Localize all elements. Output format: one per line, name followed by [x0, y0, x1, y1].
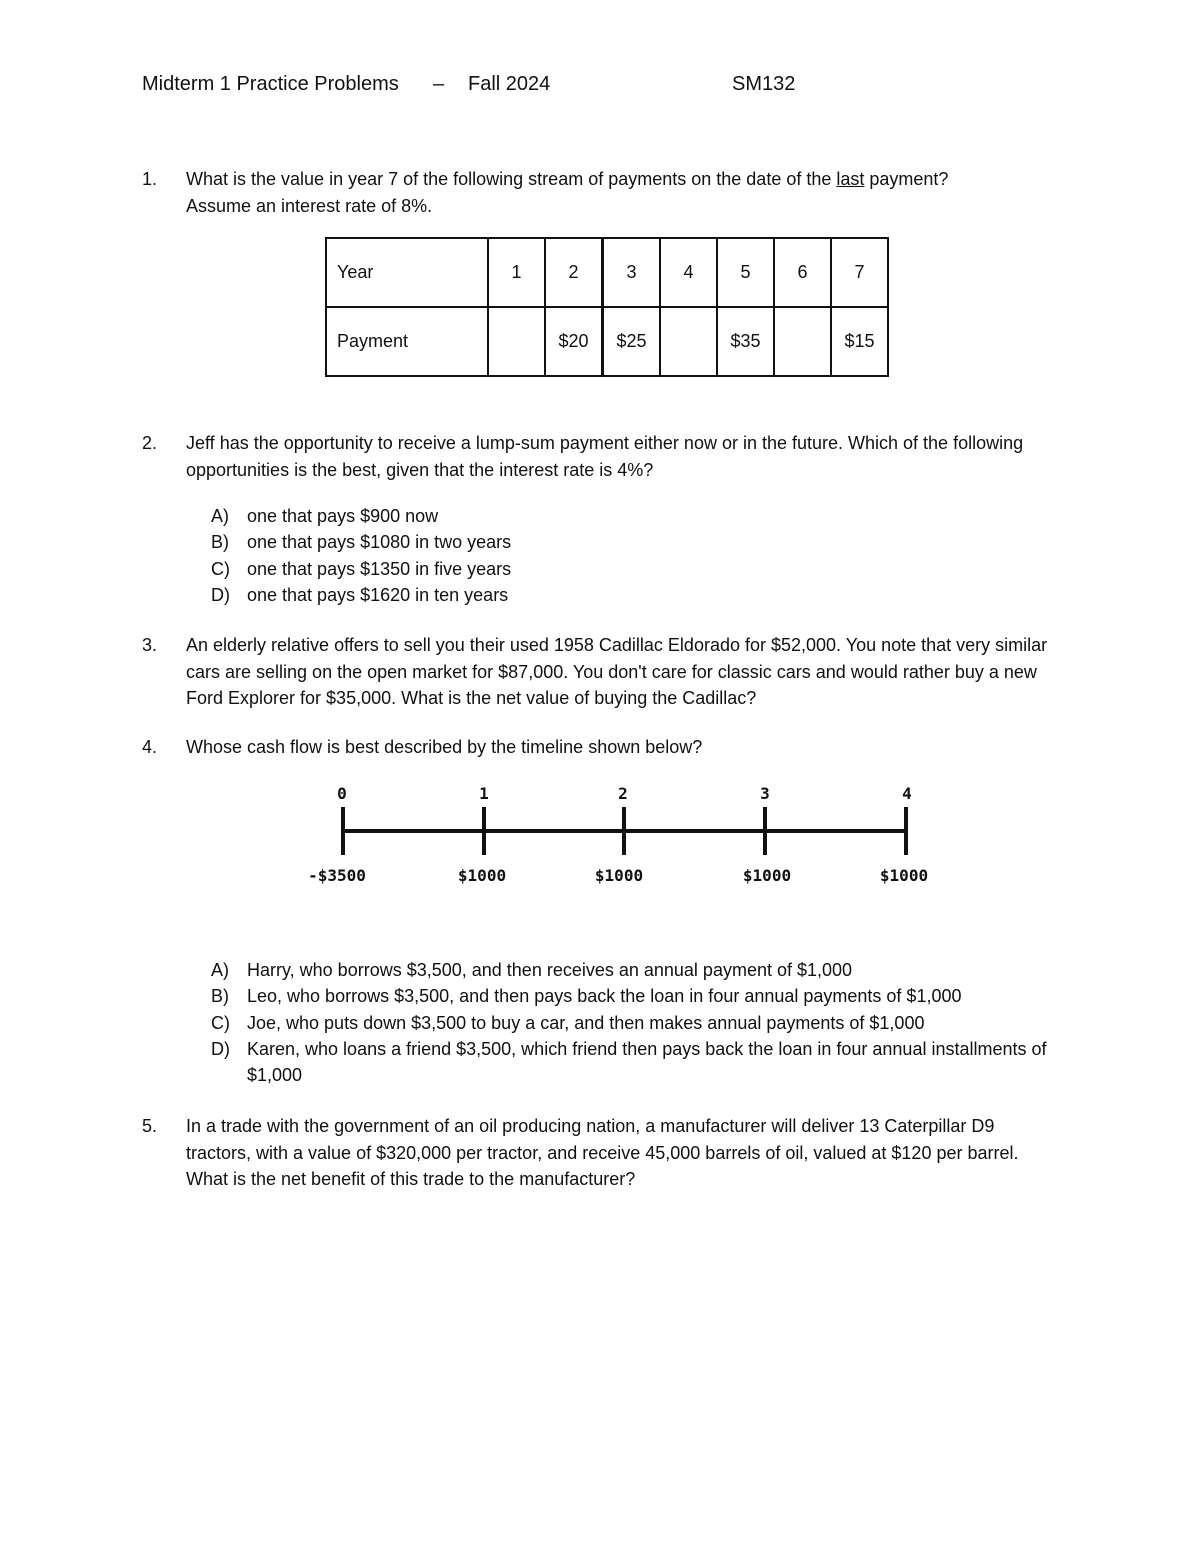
- option-text: Joe, who puts down $3,500 to buy a car, and then makes annual payments of $1,000: [247, 1012, 925, 1033]
- question-1: [142, 166, 1062, 219]
- option-b: [211, 529, 1071, 555]
- payment-cell: $20: [545, 307, 603, 376]
- question-number: 3.: [142, 635, 158, 655]
- year-cell: 7: [831, 238, 888, 307]
- question-3: [142, 632, 1062, 712]
- option-letter: A): [211, 960, 229, 980]
- payment-cell: [488, 307, 545, 376]
- page-header: [142, 73, 1042, 103]
- period-label: 0: [337, 784, 347, 803]
- header-title: Midterm 1 Practice Problems: [142, 73, 399, 95]
- header-dash: –: [433, 73, 445, 95]
- flow-label: $1000: [879, 866, 929, 885]
- payment-table: [325, 237, 889, 377]
- option-text: Leo, who borrows $3,500, and then pays back the loan in four annual payments of $1,000: [247, 986, 962, 1007]
- period-label: 1: [479, 784, 489, 803]
- payment-cell: $25: [603, 307, 661, 376]
- question-text: In a trade with the government of an oil producing nation, a manufacturer will deliver 13 Caterpillar D9 tractors, with a value of $320,000 per tractor, and receive 45,000 barrels of oil, valued at $120 per barrel. What is the net benefit of this trade to the manufacturer?: [186, 1116, 1019, 1189]
- question-4: [142, 734, 1062, 761]
- option-letter: C): [211, 558, 230, 579]
- question-2: [142, 430, 1062, 483]
- year-cell: 3: [603, 238, 661, 307]
- option-letter: B): [211, 986, 229, 1007]
- year-cell: 6: [774, 238, 831, 307]
- text-segment: What is the value in year 7 of the following stream of payments on the date of the: [186, 169, 837, 189]
- option-b: [211, 983, 1071, 1009]
- option-a: [211, 957, 1071, 983]
- period-label: 3: [760, 784, 770, 803]
- question-2-options: [211, 503, 1071, 608]
- option-text: Karen, who loans a friend $3,500, which friend then pays back the loan in four annual installments of $1,000: [247, 1038, 1047, 1086]
- emphasis-last: last: [836, 169, 865, 189]
- header-course: SM132: [732, 73, 796, 95]
- question-number: 4.: [142, 737, 158, 757]
- option-text: Harry, who borrows $3,500, and then receives an annual payment of $1,000: [247, 960, 853, 980]
- year-label: Year: [326, 238, 488, 307]
- option-letter: D): [211, 1038, 230, 1059]
- question-text: Whose cash flow is best described by the timeline shown below?: [186, 737, 703, 757]
- option-d: [211, 1036, 1071, 1089]
- option-c: [211, 1010, 1071, 1036]
- option-letter: D): [211, 584, 230, 605]
- payment-cell: [774, 307, 831, 376]
- option-letter: B): [211, 532, 229, 553]
- year-cell: 1: [488, 238, 545, 307]
- option-c: [211, 556, 1071, 582]
- text-segment: payment?: [864, 169, 949, 189]
- payment-row: [326, 307, 888, 376]
- flow-label: $1000: [742, 866, 792, 885]
- flow-label: $1000: [457, 866, 507, 885]
- option-text: one that pays $1620 in ten years: [247, 584, 509, 605]
- question-number: 5.: [142, 1116, 158, 1136]
- year-cell: 2: [545, 238, 603, 307]
- option-text: one that pays $1080 in two years: [247, 532, 512, 553]
- option-letter: C): [211, 1012, 230, 1033]
- header-term: Fall 2024: [468, 73, 551, 95]
- option-d: [211, 582, 1071, 608]
- option-letter: A): [211, 506, 229, 526]
- flow-label: -$3500: [308, 866, 366, 885]
- year-cell: 5: [717, 238, 774, 307]
- option-a: [211, 503, 1071, 529]
- period-label: 2: [618, 784, 628, 803]
- question-text: An elderly relative offers to sell you their used 1958 Cadillac Eldorado for $52,000. You note that very similar cars are selling on the open market for $87,000. You don't care for classic cars and would rather buy a new Ford Explorer for $35,000. What is the net value of buying the Cadillac?: [186, 635, 1048, 708]
- question-5: [142, 1113, 1062, 1193]
- payment-cell: [660, 307, 717, 376]
- period-label: 4: [902, 784, 912, 803]
- question-text: Jeff has the opportunity to receive a lump-sum payment either now or in the future. Which of the following opportunities is the best, given that the interest rate is 4%?: [186, 433, 1024, 480]
- year-row: [326, 238, 888, 307]
- question-number: 2.: [142, 433, 158, 453]
- question-number: 1.: [142, 169, 158, 189]
- question-line-1: [186, 166, 1062, 193]
- question-4-options: [211, 957, 1071, 1088]
- question-text: [186, 166, 1062, 219]
- cash-flow-timeline: [300, 780, 960, 900]
- payment-label: Payment: [326, 307, 488, 376]
- year-cell: 4: [660, 238, 717, 307]
- option-text: one that pays $900 now: [247, 506, 439, 526]
- payment-cell: $35: [717, 307, 774, 376]
- question-line-2: Assume an interest rate of 8%.: [186, 195, 433, 216]
- flow-label: $1000: [594, 866, 644, 885]
- payment-cell: $15: [831, 307, 888, 376]
- option-text: one that pays $1350 in five years: [247, 558, 512, 579]
